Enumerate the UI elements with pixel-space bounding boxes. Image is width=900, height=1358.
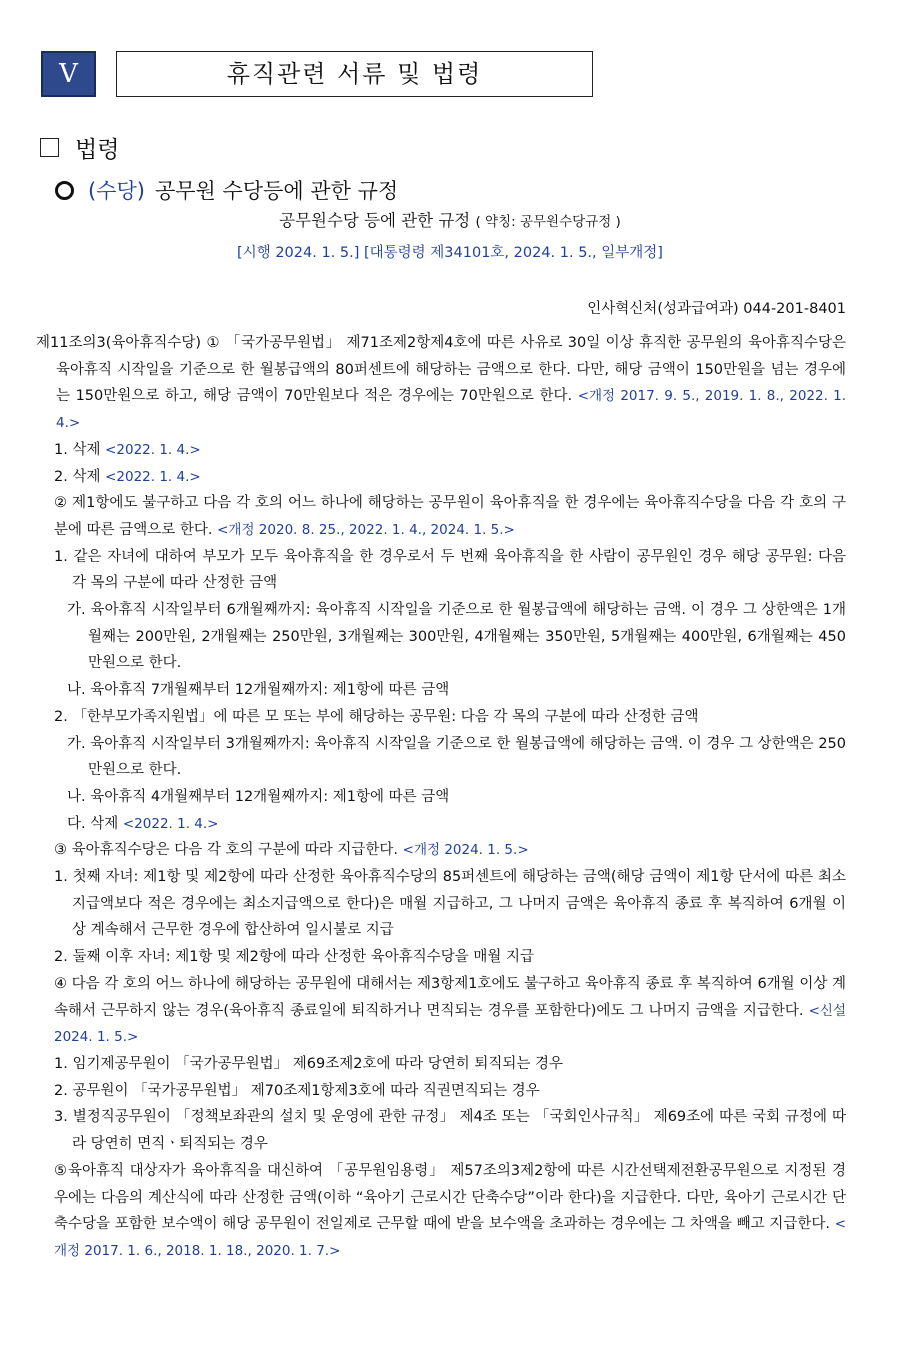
amendment-note: <개정 2020. 8. 25., 2022. 1. 4., 2024. 1. 5.> [217, 521, 515, 538]
law-effective-date: [시행 2024. 1. 5.] [대통령령 제34101호, 2024. 1. 5., 일부개정] [237, 245, 663, 261]
law-body [36, 330, 846, 1265]
law-paragraph [36, 864, 846, 944]
section-title: 법령 [75, 137, 120, 163]
contact-info: 인사혁신처(성과급여과) 044-201-8401 [587, 301, 846, 317]
law-abbrev: ( 약칭: 공무원수당규정 ) [475, 214, 621, 230]
law-paragraph [36, 971, 846, 1051]
law-paragraph [36, 330, 846, 437]
law-paragraph [36, 784, 846, 811]
amendment-note: <개정 2017. 9. 5., 2019. 1. 8., 2022. 1. 4.> [56, 388, 847, 432]
law-heading [55, 175, 398, 205]
law-paragraph [36, 1104, 846, 1157]
square-bullet-icon [40, 138, 59, 157]
paragraph-text: ④ 다음 각 호의 어느 하나에 해당하는 공무원에 대해서는 제3항제1호에도 불구하고 육아휴직 종료 후 복직하여 6개월 이상 계속해서 근무하지 않는 경우(육아휴직 종료일에 퇴직하거나 면직되는 경우를 포함한다)에도 그 나머지 금액을 지급한다. [54, 975, 846, 1019]
law-subtitle-line [0, 207, 900, 231]
law-subtitle: 공무원수당 등에 관한 규정 [279, 211, 471, 230]
law-paragraph [36, 1078, 846, 1105]
law-title: 공무원 수당등에 관한 규정 [154, 179, 399, 203]
chapter-number-box: V [41, 51, 96, 97]
law-paragraph [36, 811, 846, 838]
paragraph-text: 1. 첫째 자녀: 제1항 및 제2항에 따라 산정한 육아휴직수당의 85퍼센트에 해당하는 금액(해당 금액이 제1항 단서에 따른 최소지급액보다 적은 경우에는 최소지급액으로 한다)은 매월 지급하고, 그 나머지 금액은 육아휴직 종료 후 복직하여 6개월 이상 계속해서 근무한 경우에 합산하여 일시불로 지급 [54, 869, 846, 939]
law-paragraph [36, 597, 846, 677]
paragraph-text: 나. 육아휴직 4개월째부터 12개월째까지: 제1항에 따른 금액 [67, 788, 450, 805]
paragraph-text: 다. 삭제 [67, 815, 119, 832]
paragraph-text: 제11조의3(육아휴직수당) ① 「국가공무원법」 제71조제2항제4호에 따른 사유로 30일 이상 휴직한 공무원의 육아휴직수당은 육아휴직 시작일을 기준으로 한 월봉급액의 80퍼센트에 해당하는 금액으로 한다. 다만, 해당 금액이 150만원을 넘는 경우에는 150만원으로 하고, 해당 금액이 70만원보다 적은 경우에는 70만원으로 한다. [36, 335, 846, 405]
paragraph-text: ② 제1항에도 불구하고 다음 각 호의 어느 하나에 해당하는 공무원이 육아휴직을 한 경우에는 육아휴직수당을 다음 각 호의 구분에 따른 금액으로 한다. [54, 495, 846, 538]
law-paragraph [36, 490, 846, 543]
paragraph-text: 1. 삭제 [54, 441, 101, 458]
paragraph-text: 3. 별정직공무원이 「정책보좌관의 설치 및 운영에 관한 규정」 제4조 또는 「국회인사규칙」 제69조에 따른 국회 규정에 따라 당연히 면직ㆍ퇴직되는 경우 [54, 1109, 846, 1153]
section-heading [40, 131, 119, 164]
law-paragraph [36, 464, 846, 491]
law-paragraph [36, 1158, 846, 1265]
amendment-note: <개정 2024. 1. 5.> [402, 842, 529, 859]
law-paragraph [36, 731, 846, 784]
paragraph-text: 2. 삭제 [54, 468, 101, 485]
law-paragraph [36, 437, 846, 464]
law-paragraph [36, 837, 846, 864]
paragraph-text: ⑤육아휴직 대상자가 육아휴직을 대신하여 「공무원임용령」 제57조의3제2항에 따른 시간선택제전환공무원으로 지정된 경우에는 다음의 계산식에 따라 산정한 금액(이하 “육아기 근로시간 단축수당”이라 한다)을 지급한다. 다만, 육아기 근로시간 단축수당을 포함한 보수액이 해당 공무원이 전일제로 근무할 때에 받을 보수액을 초과하는 경우에는 그 차액을 빼고 지급한다. [54, 1162, 846, 1233]
circle-bullet-icon [55, 181, 74, 200]
amendment-note: <신설 2024. 1. 5.> [54, 1002, 846, 1046]
paragraph-text: 가. 육아휴직 시작일부터 3개월째까지: 육아휴직 시작일을 기준으로 한 월봉급액에 해당하는 금액. 이 경우 그 상한액은 250만원으로 한다. [67, 735, 846, 779]
paragraph-text: 가. 육아휴직 시작일부터 6개월째까지: 육아휴직 시작일을 기준으로 한 월봉급액에 해당하는 금액. 이 경우 그 상한액은 1개월째는 200만원, 2개월째는 250만원, 3개월째는 300만원, 4개월째는 350만원, 5개월째는 400만원, 6개월째는 450만원으로 한다. [67, 602, 846, 672]
law-tag: (수당) [88, 179, 145, 203]
paragraph-text: 나. 육아휴직 7개월째부터 12개월째까지: 제1항에 따른 금액 [67, 682, 450, 699]
paragraph-text: 2. 공무원이 「국가공무원법」 제70조제1항제3호에 따라 직권면직되는 경우 [54, 1082, 540, 1099]
paragraph-text: 1. 임기제공무원이 「국가공무원법」 제69조제2호에 따라 당연히 퇴직되는 경우 [54, 1055, 563, 1072]
paragraph-text: ③ 육아휴직수당은 다음 각 호의 구분에 따라 지급한다. [54, 842, 399, 859]
law-paragraph [36, 704, 846, 731]
paragraph-text: 1. 같은 자녀에 대하여 부모가 모두 육아휴직을 한 경우로서 두 번째 육아휴직을 한 사람이 공무원인 경우 해당 공무원: 다음 각 목의 구분에 따라 산정한 금액 [54, 548, 846, 592]
chapter-title: 휴직관련 서류 및 법령 [116, 51, 593, 97]
paragraph-text: 2. 둘째 이후 자녀: 제1항 및 제2항에 따라 산정한 육아휴직수당을 매월 지급 [54, 949, 535, 966]
paragraph-text: 2. 「한부모가족지원법」에 따른 모 또는 부에 해당하는 공무원: 다음 각 목의 구분에 따라 산정한 금액 [54, 708, 699, 725]
law-paragraph [36, 677, 846, 704]
law-paragraph [36, 544, 846, 597]
amendment-note: <개정 2017. 1. 6., 2018. 1. 18., 2020. 1. 7.> [54, 1216, 846, 1259]
law-paragraph [36, 944, 846, 971]
amendment-note: <2022. 1. 4.> [105, 468, 201, 485]
law-paragraph [36, 1051, 846, 1078]
amendment-note: <2022. 1. 4.> [105, 441, 201, 458]
amendment-note: <2022. 1. 4.> [122, 815, 219, 832]
